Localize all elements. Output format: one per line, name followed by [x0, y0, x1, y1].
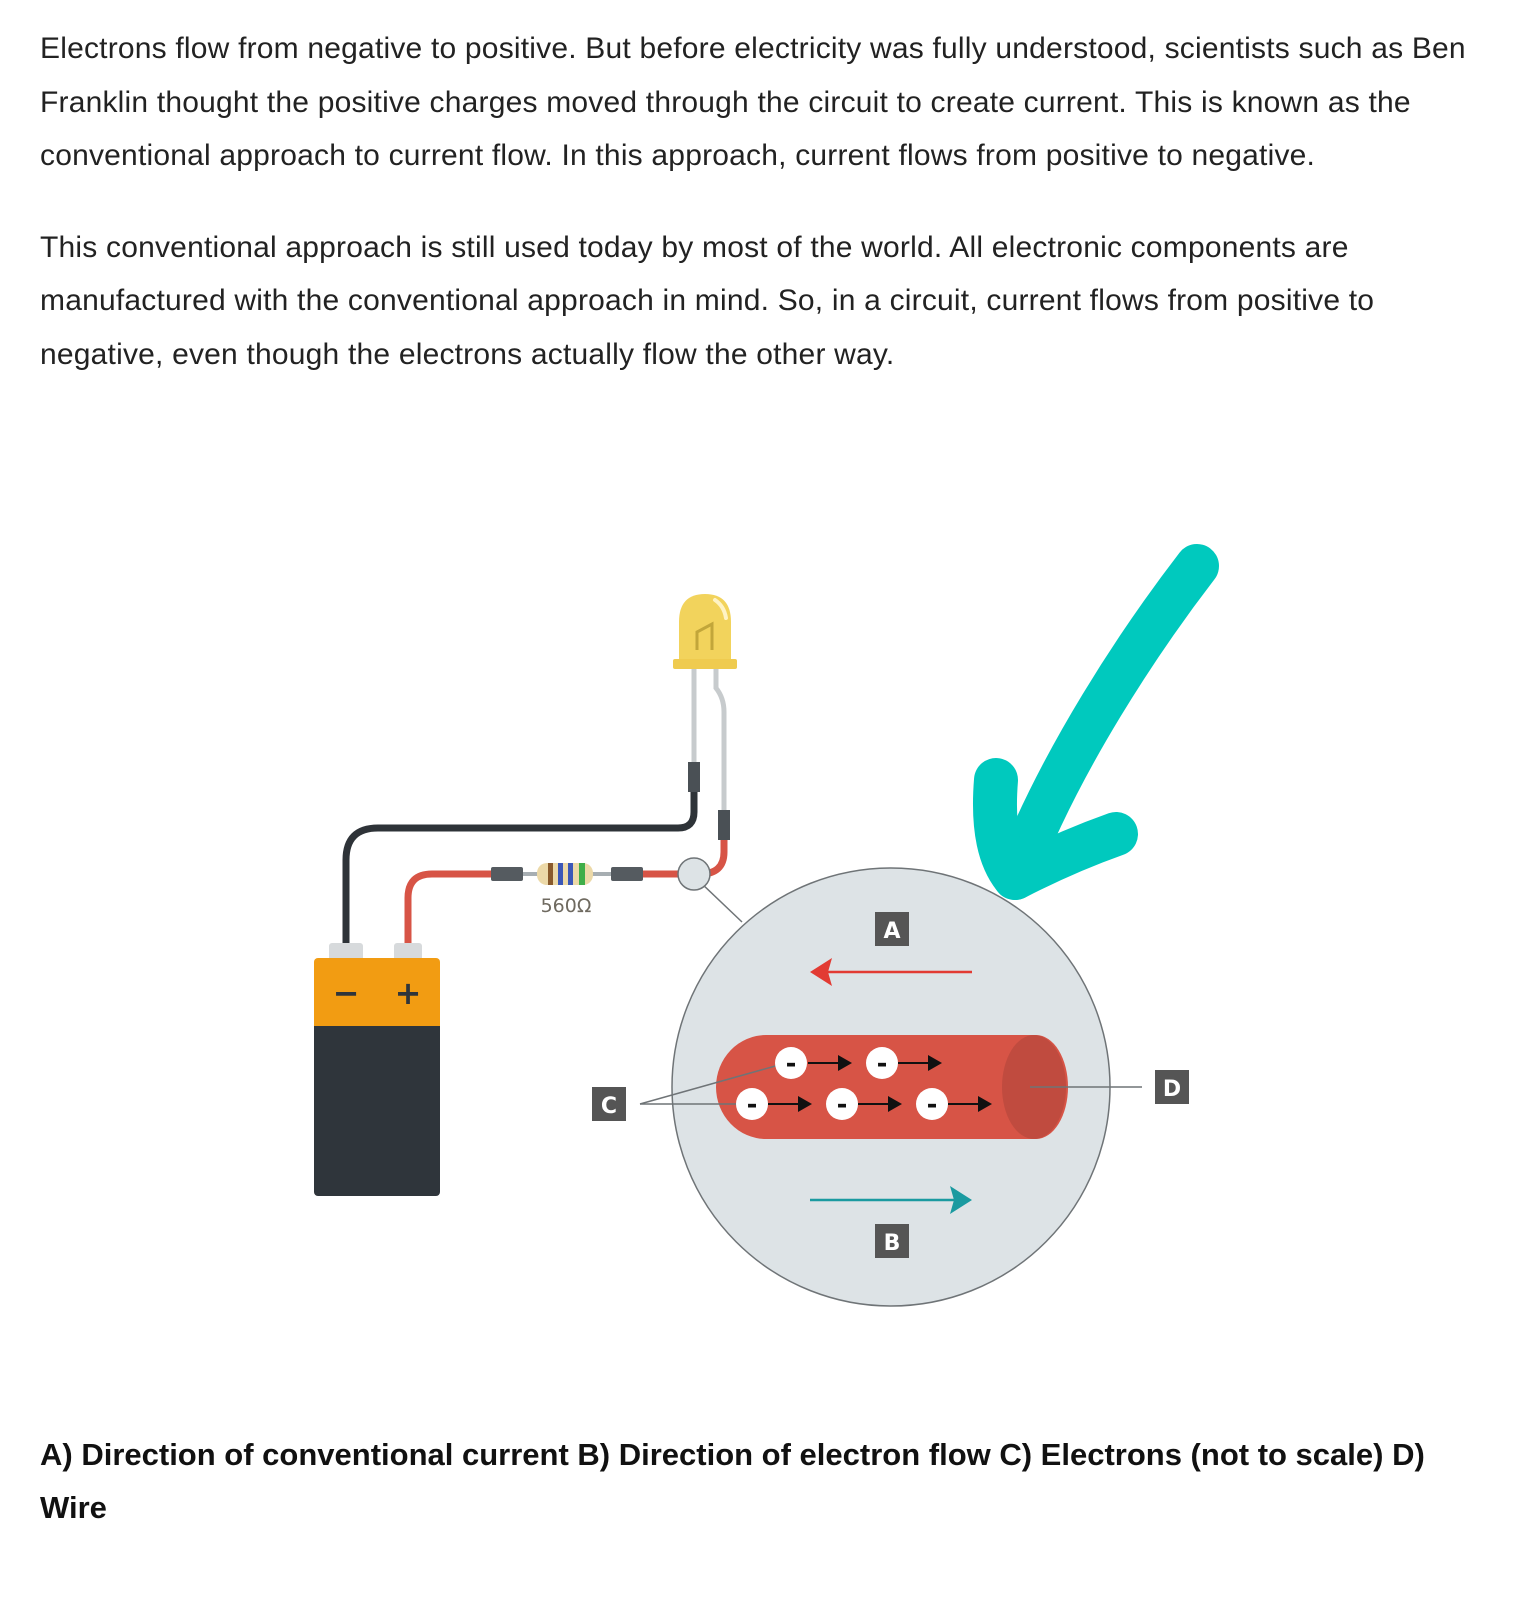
electron-sign: -: [785, 1049, 797, 1079]
magnifier-target: [678, 858, 710, 890]
resistor-label: 560Ω: [540, 895, 592, 917]
electron: [866, 1047, 898, 1079]
label-c: C: [600, 1094, 618, 1119]
label-d: D: [1162, 1077, 1182, 1102]
electron-sign: -: [746, 1090, 758, 1120]
electron-sign: -: [876, 1049, 888, 1079]
paragraph-electron-flow: Electrons flow from negative to positive. But before electricity was fully understood, scientists such as Ben Franklin thought the positive charges moved through the circuit to create current. This is known as the conventional approach to current flow. In this approach, current flows from positive to negative.: [40, 32, 1466, 172]
electron: [916, 1088, 948, 1120]
figure-caption: A) Direction of conventional current B) Direction of electron flow C) Electrons (not to scale) D) Wire: [40, 1437, 1425, 1525]
led: [673, 594, 737, 840]
electron: [775, 1047, 807, 1079]
label-a: A: [883, 919, 901, 944]
label-c-box: [592, 1087, 626, 1121]
label-a-box: [875, 912, 909, 946]
circuit-diagram: [0, 520, 1526, 1400]
electron: [826, 1088, 858, 1120]
resistor: [491, 863, 643, 885]
magnifier-pointer-line: [700, 882, 742, 922]
label-b-box: [875, 1224, 909, 1258]
pointer-arrow-icon: [995, 566, 1197, 878]
red-wire: [408, 874, 492, 948]
electron-sign: -: [926, 1090, 938, 1120]
electron: [736, 1088, 768, 1120]
battery-positive-sign: +: [394, 974, 422, 1012]
paragraph-conventional-approach: This conventional approach is still used today by most of the world. All electronic components are manufactured with the conventional approach in mind. So, in a circuit, current flows from positive to negative, even though the electrons actually flow the other way.: [40, 230, 1375, 371]
label-b: B: [883, 1231, 901, 1256]
article-body: [40, 22, 1490, 381]
battery-negative-sign: −: [332, 974, 360, 1012]
electron-sign: -: [836, 1090, 848, 1120]
label-d-box: [1155, 1070, 1189, 1104]
